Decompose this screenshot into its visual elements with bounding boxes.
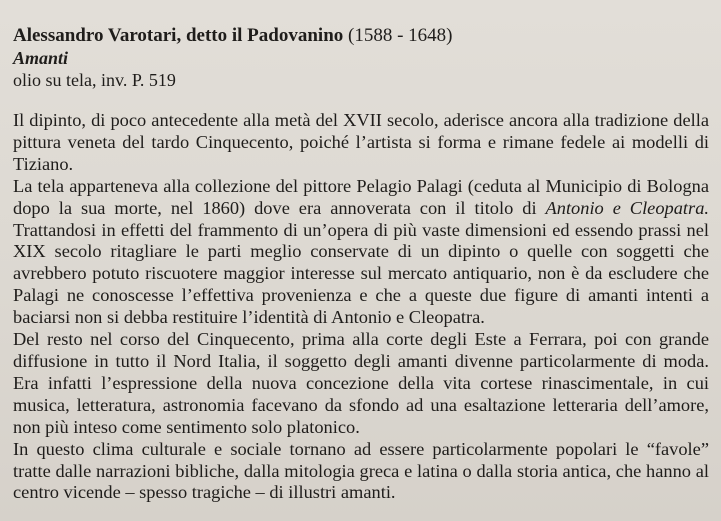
- artist-dates: (1588 - 1648): [348, 25, 453, 46]
- text-line: pittura veneta del tardo Cinquecento, poiché l’artista si forma e rimane fedele ai modelli di: [13, 131, 709, 152]
- text-line: La tela apparteneva alla collezione del pittore Pelagio Palagi (ceduta al Municipio di Bologna: [13, 175, 709, 196]
- artwork-title: Amanti: [13, 48, 69, 68]
- text-line: diffusione in tutto il Nord Italia, il soggetto degli amanti divenne particolarmente di moda.: [13, 350, 709, 371]
- artist-name: Alessandro Varotari, detto il Padovanino: [13, 25, 344, 46]
- text-line: musica, letteratura, astronomia facevano da sfondo ad una esaltazione letteraria dell’amore,: [13, 394, 709, 415]
- text-line: non più inteso come sentimento solo platonico.: [13, 416, 360, 437]
- text-line: XIX secolo ritagliare le parti meglio conservate di un dipinto o quelle con soggetti che: [13, 241, 709, 262]
- text-line: Palagi ne conoscesse l’effettiva provenienza e che a queste due figure di amanti intenti a: [13, 285, 709, 306]
- artist-line: [13, 24, 713, 47]
- text-line-with-italic: [13, 198, 709, 220]
- text-line: Era infatti l’espressione della nuova concezione della vita cortese rinascimentale, in cui: [13, 372, 709, 393]
- text-line: Il dipinto, di poco antecedente alla metà del XVII secolo, aderisce ancora alla tradizione della: [13, 110, 709, 130]
- description-text: [13, 110, 709, 504]
- text-line: Trattandosi in effetti del frammento di un’opera di più vaste dimensioni ed essendo prassi nel: [13, 219, 709, 240]
- italic-title: Antonio e Cleopatra.: [545, 197, 709, 218]
- artwork-medium: olio su tela, inv. P. 519: [13, 70, 176, 90]
- text-line: Tiziano.: [13, 153, 74, 174]
- text-line: centro vicende – spesso tragiche – di illustri amanti.: [13, 482, 396, 503]
- label-header: [13, 24, 713, 91]
- text-segment: dopo la sua morte, nel 1860) dove era annoverata con il titolo di: [13, 197, 537, 218]
- text-line: baciarsi non si debba restituire l’identità di Antonio e Cleopatra.: [13, 307, 485, 328]
- text-line: tratte dalle narrazioni bibliche, dalla mitologia greca e latina o dalla storia antica, che hanno al: [13, 460, 709, 481]
- text-line: In questo clima culturale e sociale tornano ad essere particolarmente popolari le “favole”: [13, 438, 709, 459]
- text-line: avrebbero potuto riscuotere maggior interesse sul mercato antiquario, non è da escludere che: [13, 263, 709, 284]
- text-line: Del resto nel corso del Cinquecento, prima alla corte degli Este a Ferrara, poi con grande: [13, 329, 709, 350]
